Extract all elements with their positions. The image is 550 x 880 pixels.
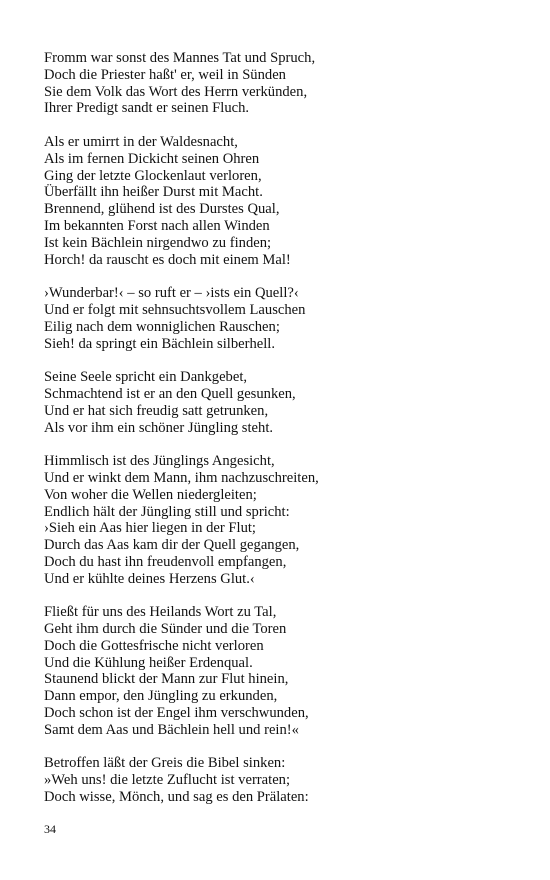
verse-line: Samt dem Aas und Bächlein hell und rein!« [44, 721, 299, 738]
stanza-5 [44, 453, 514, 587]
verse-line: Endlich hält der Jüngling still und spricht: [44, 503, 290, 520]
verse-line: Doch wisse, Mönch, und sag es den Prälaten: [44, 789, 309, 806]
verse-line: Dann empor, den Jüngling zu erkunden, [44, 688, 278, 705]
stanza-6 [44, 604, 514, 738]
verse-line: Eilig nach dem wonniglichen Rauschen; [44, 318, 280, 335]
verse-line: Doch du hast ihn freudenvoll empfangen, [44, 553, 287, 570]
verse-line: ›Wunderbar!‹ – so ruft er – ›ists ein Quell?‹ [44, 285, 299, 302]
verse-line: Von woher die Wellen niedergleiten; [44, 486, 257, 503]
verse-line: Horch! da rauscht es doch mit einem Mal! [44, 251, 291, 268]
verse-line: Ihrer Predigt sandt er seinen Fluch. [44, 100, 250, 117]
verse-line: Überfällt ihn heißer Durst mit Macht. [44, 184, 263, 201]
stanza-1 [44, 50, 514, 117]
verse-line: ›Sieh ein Aas hier liegen in der Flut; [44, 520, 256, 537]
verse-line: Und er hat sich freudig satt getrunken, [44, 402, 269, 419]
page-number: 34 [44, 822, 56, 836]
stanza-4 [44, 369, 514, 436]
verse-line: Als er umirrt in der Waldesnacht, [44, 133, 238, 150]
verse-line: Ist kein Bächlein nirgendwo zu finden; [44, 234, 272, 251]
verse-line: »Weh uns! die letzte Zuflucht ist verraten; [44, 772, 291, 789]
verse-line: Fromm war sonst des Mannes Tat und Spruch, [44, 50, 316, 66]
poem-text [44, 50, 514, 823]
verse-line: Und er winkt dem Mann, ihm nachzuschreiten, [44, 469, 319, 486]
verse-line: Doch die Gottesfrische nicht verloren [44, 637, 264, 654]
verse-line: Im bekannten Forst nach allen Winden [44, 217, 270, 234]
verse-line: Geht ihm durch die Sünder und die Toren [44, 621, 287, 638]
verse-line: Durch das Aas kam dir der Quell gegangen, [44, 537, 300, 554]
verse-line: Als im fernen Dickicht seinen Ohren [44, 150, 260, 167]
verse-line: Und er kühlte deines Herzens Glut.‹ [44, 570, 255, 587]
stanza-2 [44, 134, 514, 268]
verse-line: Staunend blickt der Mann zur Flut hinein, [44, 671, 289, 688]
verse-line: Ging der letzte Glockenlaut verloren, [44, 167, 262, 184]
verse-line: Doch die Priester haßt' er, weil in Sünden [44, 66, 286, 83]
stanza-7 [44, 755, 514, 805]
verse-line: Schmachtend ist er an den Quell gesunken, [44, 385, 296, 402]
verse-line: Sieh! da springt ein Bächlein silberhell. [44, 335, 276, 352]
verse-line: Betroffen läßt der Greis die Bibel sinken: [44, 755, 286, 772]
verse-line: Himmlisch ist des Jünglings Angesicht, [44, 453, 275, 470]
stanza-3 [44, 285, 514, 352]
verse-line: Und er folgt mit sehnsuchtsvollem Lauschen [44, 301, 306, 318]
verse-line: Seine Seele spricht ein Dankgebet, [44, 369, 248, 386]
verse-line: Und die Kühlung heißer Erdenqual. [44, 654, 253, 671]
verse-line: Doch schon ist der Engel ihm verschwunden, [44, 705, 309, 722]
verse-line: Sie dem Volk das Wort des Herrn verkünden, [44, 83, 308, 100]
verse-line: Fließt für uns des Heilands Wort zu Tal, [44, 604, 277, 621]
verse-line: Brennend, glühend ist des Durstes Qual, [44, 201, 280, 218]
verse-line: Als vor ihm ein schöner Jüngling steht. [44, 419, 274, 436]
